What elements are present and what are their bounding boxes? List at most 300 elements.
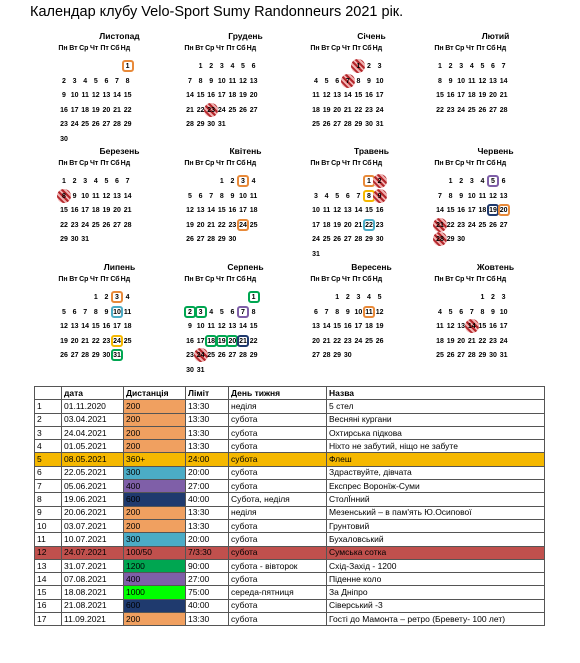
calendar-day: 27 bbox=[457, 352, 466, 359]
row-name: Сіверський -3 bbox=[327, 599, 545, 612]
calendar-day: 27 bbox=[102, 121, 111, 128]
row-limit: 40:00 bbox=[186, 493, 229, 506]
calendar-day: 15 bbox=[249, 323, 258, 330]
calendar-day: 4 bbox=[314, 77, 318, 85]
calendar-day: 8 bbox=[219, 192, 224, 200]
calendar-day: 10 bbox=[81, 192, 90, 200]
calendar-day: 31 bbox=[109, 349, 125, 363]
calendar-day: 27 bbox=[70, 352, 79, 359]
row-date: 19.06.2021 bbox=[62, 493, 124, 506]
calendar-day: 28 bbox=[123, 221, 132, 229]
calendar-day: 9 bbox=[491, 308, 495, 316]
calendar-day: 29 bbox=[354, 121, 363, 128]
month-name: Січень bbox=[357, 31, 386, 41]
calendar-day: 13 bbox=[343, 207, 352, 214]
weekday-label: Пн bbox=[434, 276, 444, 283]
calendar-day: 19 bbox=[485, 204, 501, 218]
weekday-label: Пн bbox=[58, 45, 68, 52]
calendar-day: 20 bbox=[496, 204, 512, 218]
calendar-day: 26 bbox=[60, 352, 68, 359]
calendar-day: 27 bbox=[249, 106, 258, 114]
weekday-label: Сб bbox=[236, 160, 246, 167]
calendar-day: 22 bbox=[91, 337, 100, 345]
calendar-day: 21 bbox=[467, 337, 476, 345]
calendar-day: 20 bbox=[489, 92, 497, 99]
row-weekday: субота bbox=[229, 573, 327, 586]
weekday-label: Пн bbox=[58, 160, 68, 167]
calendar-day: 13 bbox=[457, 323, 466, 330]
calendar-day: 2 bbox=[459, 178, 464, 185]
calendar-day: 4 bbox=[93, 178, 98, 185]
calendar-day: 25 bbox=[249, 221, 258, 229]
calendar-day: 8 bbox=[356, 77, 361, 85]
calendar-day: 11 bbox=[81, 92, 89, 99]
calendar-day: 19 bbox=[333, 221, 342, 229]
calendar-day: 28 bbox=[343, 121, 352, 128]
calendar-day: 25 bbox=[467, 106, 476, 114]
calendar-day: 29 bbox=[196, 121, 205, 128]
calendar-day: 20 bbox=[249, 92, 258, 99]
calendar-day: 19 bbox=[375, 323, 384, 330]
calendar-day: 14 bbox=[186, 92, 194, 99]
calendar-day: 27 bbox=[333, 121, 342, 128]
row-number: 1 bbox=[35, 400, 62, 413]
weekday-label: Пт bbox=[226, 160, 235, 167]
row-weekday: субота bbox=[229, 546, 327, 559]
calendar-day: 17 bbox=[467, 207, 476, 214]
table-row bbox=[35, 493, 545, 506]
calendar-day: 29 bbox=[365, 236, 373, 243]
calendar-day: 30 bbox=[457, 236, 466, 243]
row-number: 17 bbox=[35, 613, 62, 626]
calendar-day: 3 bbox=[314, 192, 318, 200]
calendar-day: 30 bbox=[375, 236, 384, 243]
calendar-day: 3 bbox=[109, 291, 125, 305]
calendar-day: 8 bbox=[438, 77, 442, 85]
calendar-day: 13 bbox=[489, 77, 497, 85]
calendar-title: Календар клубу Velo-Sport Sumy Randonneurs 2021 рік. bbox=[30, 4, 404, 20]
calendar-day: 8 bbox=[480, 308, 485, 316]
weekday-label: Вт bbox=[321, 276, 330, 283]
calendar-day: 3 bbox=[219, 63, 224, 70]
calendar-day: 6 bbox=[198, 192, 203, 200]
weekday-label: Нд bbox=[246, 160, 257, 167]
calendar-day: 1 bbox=[93, 294, 98, 301]
calendar-day: 1 bbox=[448, 178, 453, 185]
row-limit: 90:00 bbox=[186, 559, 229, 572]
calendar-day: 21 bbox=[207, 221, 216, 229]
calendar-day: 1 bbox=[335, 294, 340, 301]
calendar-day: 14 bbox=[343, 92, 352, 99]
weekday-label: Ср bbox=[205, 160, 215, 167]
weekday-label: Ср bbox=[205, 276, 215, 283]
row-weekday: субота bbox=[229, 413, 327, 426]
calendar-day: 8 bbox=[251, 308, 256, 316]
calendar-day: 24 bbox=[467, 221, 476, 229]
calendar-day: 12 bbox=[322, 92, 331, 99]
calendar-day: 9 bbox=[209, 77, 214, 85]
calendar-day: 16 bbox=[375, 207, 384, 214]
calendar-day: 3 bbox=[193, 306, 209, 320]
calendar-day: 28 bbox=[239, 352, 247, 359]
calendar-day: 15 bbox=[365, 207, 373, 214]
row-number: 3 bbox=[35, 426, 62, 439]
row-distance: 200 bbox=[124, 506, 186, 519]
weekday-label: Пн bbox=[434, 160, 444, 167]
weekday-label: Сб bbox=[486, 45, 496, 52]
calendar-day: 23 bbox=[186, 352, 194, 359]
row-date: 24.04.2021 bbox=[62, 426, 124, 439]
row-weekday: субота bbox=[229, 613, 327, 626]
calendar-day: 16 bbox=[207, 92, 216, 99]
weekday-label: Ср bbox=[331, 276, 341, 283]
calendar-day: 13 bbox=[113, 192, 121, 200]
calendar-day: 15 bbox=[478, 323, 487, 330]
calendar-day: 14 bbox=[322, 323, 331, 330]
calendar-day: 25 bbox=[312, 121, 320, 128]
row-number: 2 bbox=[35, 413, 62, 426]
row-weekday: субота bbox=[229, 466, 327, 479]
calendar-day: 26 bbox=[446, 352, 455, 359]
calendar-day: 14 bbox=[239, 323, 247, 330]
calendar-day: 16 bbox=[343, 323, 352, 330]
calendar-day: 1 bbox=[438, 63, 442, 70]
calendar-day: 23 bbox=[102, 337, 111, 345]
calendar-day: 24 bbox=[217, 106, 226, 114]
calendar-day: 23 bbox=[60, 121, 68, 128]
calendar-day: 4 bbox=[83, 77, 88, 85]
header-weekday: День тижня bbox=[229, 387, 327, 400]
calendar-day: 20 bbox=[196, 221, 205, 229]
calendar-day: 12 bbox=[239, 77, 247, 85]
calendar-day: 7 bbox=[83, 308, 88, 316]
calendar-day: 27 bbox=[343, 236, 352, 243]
calendar-day: 16 bbox=[228, 207, 237, 214]
weekday-label: Пт bbox=[476, 160, 485, 167]
calendar-day: 26 bbox=[217, 352, 226, 359]
calendar-day: 18 bbox=[478, 207, 487, 214]
calendar-day: 1 bbox=[361, 175, 377, 189]
calendar-day: 7 bbox=[115, 77, 119, 85]
row-distance: 200 bbox=[124, 413, 186, 426]
calendar-day: 9 bbox=[62, 92, 66, 99]
calendar-day: 22 bbox=[196, 106, 205, 114]
weekday-label: Пн bbox=[310, 276, 320, 283]
calendar-day: 25 bbox=[81, 121, 90, 128]
weekday-label: Пт bbox=[226, 276, 235, 283]
row-limit: 24:00 bbox=[186, 453, 229, 466]
calendar-day: 4 bbox=[125, 294, 130, 301]
calendar-day: 24 bbox=[312, 236, 320, 243]
row-distance: 360+ bbox=[124, 453, 186, 466]
calendar-day: 5 bbox=[188, 192, 192, 200]
calendar-day: 14 bbox=[499, 77, 508, 85]
weekday-label: Ср bbox=[455, 160, 465, 167]
calendar-day: 2 bbox=[182, 306, 198, 320]
row-limit: 13:30 bbox=[186, 613, 229, 626]
row-weekday: субота bbox=[229, 480, 327, 493]
calendar-day: 13 bbox=[249, 77, 258, 85]
month-name: Березень bbox=[99, 146, 140, 156]
calendar-day: 15 bbox=[354, 92, 363, 99]
row-weekday: субота bbox=[229, 453, 327, 466]
calendar-day: 1 bbox=[62, 178, 66, 185]
weekday-label: Нд bbox=[246, 276, 257, 283]
weekday-label: Чт bbox=[216, 45, 225, 52]
calendar-day: 1 bbox=[350, 60, 366, 74]
row-name: 5 стел bbox=[327, 400, 545, 413]
calendar-day: 5 bbox=[62, 308, 66, 316]
calendar-day: 29 bbox=[123, 121, 132, 128]
row-weekday: субота bbox=[229, 599, 327, 612]
row-limit: 20:00 bbox=[186, 466, 229, 479]
month-name: Лютий bbox=[481, 31, 510, 41]
calendar-day: 17 bbox=[375, 92, 384, 99]
calendar-day: 19 bbox=[446, 337, 455, 345]
calendar-day: 4 bbox=[251, 178, 256, 185]
calendar-day: 21 bbox=[186, 106, 194, 114]
calendar-day: 28 bbox=[499, 106, 508, 114]
weekday-label: Чт bbox=[90, 160, 99, 167]
calendar-day: 20 bbox=[343, 221, 352, 229]
calendar-day: 6 bbox=[72, 308, 77, 316]
calendar-day: 27 bbox=[196, 236, 205, 243]
weekday-label: Чт bbox=[342, 45, 351, 52]
calendar-day: 22 bbox=[436, 106, 444, 114]
row-number: 13 bbox=[35, 559, 62, 572]
row-weekday: неділя bbox=[229, 400, 327, 413]
calendar-day: 11 bbox=[312, 92, 320, 99]
calendar-day: 7 bbox=[324, 308, 329, 316]
calendar-day: 19 bbox=[239, 92, 247, 99]
row-weekday: неділя bbox=[229, 506, 327, 519]
calendar-day: 30 bbox=[489, 352, 497, 359]
calendar-day: 9 bbox=[188, 323, 192, 330]
weekday-label: Пт bbox=[352, 45, 361, 52]
row-number: 11 bbox=[35, 533, 62, 546]
row-number: 5 bbox=[35, 453, 62, 466]
weekday-label: Нд bbox=[496, 276, 507, 283]
calendar-day: 15 bbox=[196, 92, 205, 99]
calendar-day: 26 bbox=[478, 106, 487, 114]
calendar-day: 9 bbox=[459, 192, 464, 200]
calendar-day: 29 bbox=[446, 236, 455, 243]
calendar-day: 10 bbox=[354, 308, 363, 316]
calendar-day: 5 bbox=[335, 192, 340, 200]
calendar-day: 11 bbox=[92, 192, 100, 200]
row-limit: 13:30 bbox=[186, 426, 229, 439]
calendar-day: 14 bbox=[81, 323, 90, 330]
calendar-day: 24 bbox=[499, 337, 508, 345]
calendar-day: 16 bbox=[457, 207, 466, 214]
weekday-label: Чт bbox=[216, 160, 225, 167]
weekday-label: Вт bbox=[445, 45, 454, 52]
calendar-day: 9 bbox=[345, 308, 350, 316]
header-distance: Дистанція bbox=[124, 387, 186, 400]
calendar-day: 9 bbox=[448, 77, 453, 85]
calendar-day: 4 bbox=[469, 63, 474, 70]
calendar-day: 10 bbox=[109, 306, 125, 320]
table-row bbox=[35, 466, 545, 479]
calendar-day: 31 bbox=[81, 236, 90, 243]
calendar-day: 17 bbox=[81, 207, 90, 214]
row-name: Мезенський – в пам'ять Ю.Осипової bbox=[327, 506, 545, 519]
calendar-day: 10 bbox=[499, 308, 508, 316]
table-row bbox=[35, 426, 545, 439]
row-number: 6 bbox=[35, 466, 62, 479]
calendar-day: 24 bbox=[375, 106, 384, 114]
calendar-day: 8 bbox=[198, 77, 203, 85]
month-name: Липень bbox=[103, 262, 136, 272]
table-row bbox=[35, 546, 545, 559]
weekday-label: Вт bbox=[69, 160, 78, 167]
row-distance: 300 bbox=[124, 466, 186, 479]
row-date: 07.08.2021 bbox=[62, 573, 124, 586]
calendar-day: 9 bbox=[367, 77, 371, 85]
calendar-day: 22 bbox=[446, 221, 455, 229]
calendar-day: 5 bbox=[104, 178, 109, 185]
weekday-label: Пт bbox=[100, 160, 109, 167]
row-weekday: середа-пятниця bbox=[229, 586, 327, 599]
calendar-day: 26 bbox=[102, 221, 111, 229]
weekday-label: Сб bbox=[362, 160, 372, 167]
row-weekday: субота - вівторок bbox=[229, 559, 327, 572]
calendar-day: 25 bbox=[365, 337, 373, 345]
calendar-day: 23 bbox=[70, 221, 79, 229]
weekday-label: Нд bbox=[246, 45, 257, 52]
calendar-day: 7 bbox=[356, 192, 361, 200]
calendar-day: 6 bbox=[501, 178, 506, 185]
row-number: 10 bbox=[35, 519, 62, 532]
row-distance: 1000 bbox=[124, 586, 186, 599]
calendar-day: 20 bbox=[457, 337, 466, 345]
weekday-label: Сб bbox=[486, 276, 496, 283]
calendar-day: 27 bbox=[312, 352, 320, 359]
row-weekday: субота bbox=[229, 519, 327, 532]
calendar-day: 19 bbox=[322, 106, 331, 114]
row-name: Бухаловський bbox=[327, 533, 545, 546]
month-name: Листопад bbox=[99, 31, 140, 41]
weekday-label: Пт bbox=[352, 276, 361, 283]
calendar-day: 28 bbox=[354, 236, 363, 243]
row-distance: 400 bbox=[124, 480, 186, 493]
calendar-day: 15 bbox=[123, 92, 132, 99]
calendar-day: 18 bbox=[467, 92, 476, 99]
row-number: 14 bbox=[35, 573, 62, 586]
weekday-label: Нд bbox=[120, 160, 131, 167]
weekday-label: Пн bbox=[184, 45, 194, 52]
calendar-day: 28 bbox=[186, 121, 194, 128]
calendar-day: 19 bbox=[91, 106, 100, 114]
calendar-day: 20 bbox=[224, 335, 240, 349]
calendar-day: 7 bbox=[235, 306, 251, 320]
weekday-label: Нд bbox=[372, 160, 383, 167]
header-limit: Ліміт bbox=[186, 387, 229, 400]
calendar-day: 4 bbox=[324, 192, 329, 200]
calendar-day: 11 bbox=[123, 308, 132, 316]
calendar-day: 4 bbox=[480, 178, 485, 185]
weekday-label: Ср bbox=[205, 45, 215, 52]
calendar-day: 27 bbox=[228, 352, 237, 359]
calendar-day: 17 bbox=[499, 323, 508, 330]
row-limit: 40:00 bbox=[186, 599, 229, 612]
row-distance: 200 bbox=[124, 400, 186, 413]
row-name: СтолЇнний bbox=[327, 493, 545, 506]
calendar-day: 22 bbox=[354, 106, 363, 114]
calendar-day: 28 bbox=[81, 352, 90, 359]
row-name: Піденне коло bbox=[327, 573, 545, 586]
weekday-label: Ср bbox=[455, 276, 465, 283]
table-row bbox=[35, 506, 545, 519]
calendar-day: 20 bbox=[312, 337, 320, 345]
calendar-day: 18 bbox=[436, 337, 444, 345]
calendar-day: 21 bbox=[123, 207, 132, 214]
calendar-day: 24 bbox=[235, 219, 251, 233]
weekday-label: Ср bbox=[455, 45, 465, 52]
calendar-day: 10 bbox=[217, 77, 226, 85]
row-name: Гості до Мамонта – ретро (Бревету- 100 лет) bbox=[327, 613, 545, 626]
events-table bbox=[34, 386, 545, 626]
calendar-day: 12 bbox=[91, 92, 100, 99]
calendar-day: 19 bbox=[214, 335, 230, 349]
calendar-day: 13 bbox=[102, 92, 111, 99]
row-limit: 13:30 bbox=[186, 400, 229, 413]
calendar-day: 25 bbox=[478, 221, 487, 229]
month-name: Квітень bbox=[229, 146, 262, 156]
calendar-day: 12 bbox=[60, 323, 68, 330]
calendar-day: 7 bbox=[125, 178, 130, 185]
weekday-label: Вт bbox=[195, 276, 204, 283]
calendar-day: 3 bbox=[235, 175, 251, 189]
calendar-day: 4 bbox=[209, 308, 214, 316]
month-name: Грудень bbox=[228, 31, 263, 41]
row-number: 16 bbox=[35, 599, 62, 612]
table-row bbox=[35, 480, 545, 493]
calendar-day: 22 bbox=[478, 337, 487, 345]
calendar-day: 20 bbox=[333, 106, 342, 114]
calendar-day: 16 bbox=[102, 323, 111, 330]
row-name: Експрес Воронїж-Суми bbox=[327, 480, 545, 493]
weekday-label: Чт bbox=[342, 276, 351, 283]
calendar-day: 29 bbox=[217, 236, 226, 243]
calendar-day: 28 bbox=[207, 236, 216, 243]
calendar-day: 11 bbox=[478, 192, 487, 200]
calendar-day: 17 bbox=[354, 323, 363, 330]
table-row bbox=[35, 440, 545, 453]
calendar-day: 18 bbox=[312, 106, 320, 114]
calendar-day: 12 bbox=[446, 323, 455, 330]
calendar-day: 22 bbox=[60, 221, 68, 229]
calendar-day: 5 bbox=[241, 63, 245, 70]
weekday-label: Пн bbox=[310, 160, 320, 167]
row-date: 21.08.2021 bbox=[62, 599, 124, 612]
row-name: За Дніпро bbox=[327, 586, 545, 599]
calendar-day: 15 bbox=[333, 323, 342, 330]
calendar-day: 10 bbox=[457, 77, 466, 85]
calendar-day: 8 bbox=[93, 308, 98, 316]
calendar-day: 12 bbox=[186, 207, 194, 214]
calendar-day: 19 bbox=[60, 337, 68, 345]
calendar-day: 6 bbox=[314, 308, 318, 316]
weekday-label: Ср bbox=[79, 160, 89, 167]
calendar-day: 30 bbox=[102, 352, 111, 359]
row-distance: 200 bbox=[124, 613, 186, 626]
weekday-label: Вт bbox=[321, 45, 330, 52]
calendar-day: 3 bbox=[83, 178, 88, 185]
row-distance: 100/50 bbox=[124, 546, 186, 559]
calendar-day: 5 bbox=[448, 308, 453, 316]
calendar-day: 2 bbox=[230, 178, 235, 185]
